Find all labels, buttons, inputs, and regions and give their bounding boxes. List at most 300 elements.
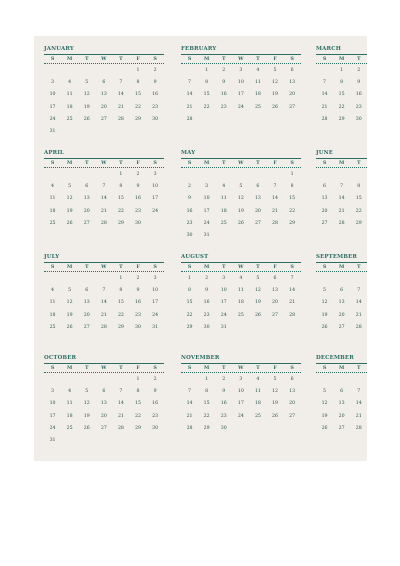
day-cell bbox=[316, 169, 333, 181]
month-november bbox=[181, 354, 305, 435]
day-cell bbox=[112, 374, 129, 386]
day-cell: 28 bbox=[100, 324, 107, 330]
weekday-header: M bbox=[66, 264, 73, 270]
day-cell: 29 bbox=[117, 220, 124, 226]
weekday-header: M bbox=[203, 365, 210, 371]
day-cell: 22 bbox=[338, 104, 345, 110]
day-cell: 6 bbox=[102, 389, 106, 395]
month-july bbox=[44, 253, 168, 334]
weekday-header: M bbox=[338, 56, 345, 62]
day-cell bbox=[284, 322, 301, 334]
day-cell: 24 bbox=[203, 220, 210, 226]
day-cell: 21 bbox=[100, 208, 107, 214]
day-cell: 22 bbox=[203, 413, 210, 419]
day-cell: 15 bbox=[338, 92, 345, 98]
day-cell: 8 bbox=[119, 184, 123, 190]
day-cell bbox=[284, 230, 301, 242]
day-cell: 13 bbox=[338, 300, 345, 306]
weekday-header: T bbox=[356, 264, 361, 270]
day-cell: 18 bbox=[49, 208, 56, 214]
day-cell: 3 bbox=[51, 389, 55, 395]
day-cell bbox=[316, 65, 333, 77]
week-row bbox=[316, 386, 371, 398]
day-cell: 21 bbox=[355, 312, 362, 318]
day-cell: 19 bbox=[321, 413, 328, 419]
day-cell: 26 bbox=[272, 413, 278, 419]
day-cell: 29 bbox=[135, 116, 141, 122]
weekday-header: S bbox=[50, 56, 55, 62]
day-cell: 22 bbox=[203, 104, 210, 110]
day-cell: 26 bbox=[237, 220, 244, 226]
day-cell: 16 bbox=[135, 196, 141, 202]
day-cell: 10 bbox=[203, 196, 210, 202]
month-name: MAY bbox=[181, 150, 196, 156]
weekday-header: S bbox=[322, 365, 327, 371]
week-row bbox=[316, 181, 371, 193]
day-cell bbox=[44, 169, 61, 181]
day-cell: 13 bbox=[100, 92, 107, 98]
day-cell: 6 bbox=[290, 377, 294, 382]
day-cell bbox=[284, 114, 301, 126]
day-cell bbox=[95, 169, 112, 181]
day-cell: 4 bbox=[51, 288, 55, 294]
day-cell: 13 bbox=[254, 196, 261, 202]
day-cell: 17 bbox=[203, 208, 210, 214]
day-cell: 25 bbox=[254, 413, 261, 419]
day-cell bbox=[181, 169, 198, 181]
weekday-header: M bbox=[66, 56, 73, 62]
day-cell: 7 bbox=[340, 184, 344, 190]
week-row bbox=[316, 193, 371, 205]
day-cell: 19 bbox=[254, 300, 261, 306]
day-cell: 11 bbox=[49, 300, 56, 306]
day-cell bbox=[249, 322, 266, 334]
day-cell bbox=[232, 423, 249, 435]
day-cell: 1 bbox=[205, 377, 209, 382]
weekday-header: T bbox=[84, 160, 89, 166]
day-cell: 5 bbox=[256, 276, 260, 281]
day-cell: 15 bbox=[186, 300, 193, 306]
day-cell: 27 bbox=[321, 220, 328, 226]
month-september bbox=[316, 253, 371, 334]
day-cell bbox=[333, 169, 350, 181]
day-cell: 8 bbox=[136, 389, 140, 395]
day-cell: 2 bbox=[222, 377, 226, 382]
day-cell: 7 bbox=[273, 184, 277, 190]
day-cell: 26 bbox=[66, 324, 73, 330]
day-cell bbox=[78, 273, 95, 285]
day-cell: 15 bbox=[117, 300, 124, 306]
day-cell bbox=[61, 374, 78, 386]
day-cell: 1 bbox=[119, 172, 123, 177]
day-cell: 12 bbox=[321, 300, 328, 306]
month-october bbox=[44, 354, 168, 447]
week-list bbox=[44, 168, 168, 230]
day-cell: 21 bbox=[117, 413, 124, 419]
day-cell: 11 bbox=[254, 80, 261, 86]
month-name: FEBRUARY bbox=[181, 46, 217, 52]
day-cell: 21 bbox=[338, 208, 345, 214]
weekday-header: T bbox=[356, 365, 361, 371]
week-row bbox=[44, 126, 168, 138]
day-cell: 23 bbox=[135, 208, 141, 214]
week-row bbox=[44, 206, 168, 218]
day-cell: 5 bbox=[323, 389, 327, 395]
month-name: JULY bbox=[44, 254, 60, 260]
day-cell: 10 bbox=[237, 389, 244, 395]
day-cell: 15 bbox=[135, 92, 141, 98]
day-cell bbox=[198, 169, 215, 181]
day-cell: 19 bbox=[272, 401, 278, 407]
day-cell bbox=[61, 126, 78, 138]
day-cell: 3 bbox=[205, 184, 209, 190]
day-cell: 26 bbox=[83, 425, 90, 431]
day-cell: 6 bbox=[340, 389, 344, 395]
day-cell: 25 bbox=[237, 312, 244, 318]
day-cell: 1 bbox=[290, 172, 294, 177]
day-cell: 20 bbox=[289, 92, 296, 98]
day-cell bbox=[44, 273, 61, 285]
day-cell: 17 bbox=[152, 300, 159, 306]
day-cell: 17 bbox=[220, 300, 227, 306]
day-cell: 7 bbox=[290, 276, 294, 281]
month-may bbox=[181, 149, 305, 242]
day-cell: 13 bbox=[272, 288, 278, 294]
week-row bbox=[44, 114, 168, 126]
day-cell: 25 bbox=[254, 104, 261, 110]
weekday-header: W bbox=[101, 365, 107, 371]
weekday-header: F bbox=[136, 56, 140, 62]
day-cell: 28 bbox=[289, 312, 296, 318]
day-cell: 18 bbox=[66, 104, 73, 110]
weekday-header: S bbox=[322, 56, 327, 62]
calendar-sheet bbox=[34, 36, 367, 461]
day-cell: 12 bbox=[272, 80, 278, 86]
day-cell: 23 bbox=[220, 104, 227, 110]
weekday-header-row bbox=[44, 364, 168, 372]
weekday-header: T bbox=[119, 160, 123, 166]
day-cell: 20 bbox=[83, 208, 90, 214]
day-cell: 30 bbox=[135, 324, 141, 330]
day-cell: 12 bbox=[66, 300, 73, 306]
day-cell: 5 bbox=[85, 389, 89, 395]
weekday-header: S bbox=[187, 160, 192, 166]
month-january bbox=[44, 45, 168, 138]
weekday-header: S bbox=[187, 56, 192, 62]
day-cell bbox=[95, 65, 112, 77]
weekday-header: T bbox=[221, 56, 226, 62]
day-cell: 29 bbox=[135, 425, 141, 431]
day-cell: 14 bbox=[321, 92, 328, 98]
week-row bbox=[316, 297, 371, 309]
week-row bbox=[44, 218, 168, 230]
day-cell bbox=[129, 435, 146, 447]
week-list bbox=[316, 64, 371, 126]
weekday-header: M bbox=[203, 264, 210, 270]
day-cell bbox=[78, 435, 95, 447]
week-row bbox=[316, 374, 371, 386]
day-cell: 30 bbox=[355, 116, 362, 122]
weekday-header: M bbox=[203, 56, 210, 62]
week-list bbox=[181, 373, 305, 435]
day-cell: 15 bbox=[203, 92, 210, 98]
day-cell: 18 bbox=[254, 401, 261, 407]
day-cell: 22 bbox=[135, 104, 141, 110]
weekday-header: F bbox=[273, 365, 277, 371]
day-cell: 1 bbox=[188, 276, 192, 281]
day-cell: 16 bbox=[203, 300, 210, 306]
day-cell: 26 bbox=[66, 220, 73, 226]
day-cell: 28 bbox=[272, 220, 278, 226]
day-cell: 16 bbox=[186, 208, 193, 214]
weekday-header: M bbox=[338, 160, 345, 166]
day-cell: 25 bbox=[49, 220, 56, 226]
day-cell: 10 bbox=[152, 288, 159, 294]
week-row bbox=[181, 206, 305, 218]
day-cell: 8 bbox=[340, 80, 344, 86]
day-cell: 11 bbox=[66, 92, 73, 98]
day-cell: 20 bbox=[83, 312, 90, 318]
week-row bbox=[181, 65, 305, 77]
week-row bbox=[44, 169, 168, 181]
day-cell bbox=[78, 169, 95, 181]
day-cell: 16 bbox=[152, 401, 159, 407]
day-cell: 21 bbox=[100, 312, 107, 318]
month-june bbox=[316, 149, 371, 230]
day-cell: 9 bbox=[188, 196, 192, 202]
week-list bbox=[44, 373, 168, 447]
day-cell: 13 bbox=[338, 401, 345, 407]
day-cell bbox=[316, 374, 333, 386]
day-cell: 25 bbox=[66, 425, 73, 431]
weekday-header: T bbox=[119, 56, 123, 62]
day-cell bbox=[198, 114, 215, 126]
day-cell: 19 bbox=[66, 208, 73, 214]
weekday-header-row bbox=[181, 364, 305, 372]
day-cell: 15 bbox=[117, 196, 124, 202]
day-cell: 10 bbox=[237, 80, 244, 86]
day-cell bbox=[44, 65, 61, 77]
day-cell: 13 bbox=[321, 196, 328, 202]
day-cell: 27 bbox=[83, 324, 90, 330]
day-cell: 5 bbox=[85, 80, 89, 86]
day-cell bbox=[284, 423, 301, 435]
week-row bbox=[181, 273, 305, 285]
weekday-header: S bbox=[290, 264, 294, 270]
week-row bbox=[316, 285, 371, 297]
weekday-header: T bbox=[84, 365, 89, 371]
day-cell: 8 bbox=[357, 184, 361, 190]
day-cell: 1 bbox=[119, 276, 123, 281]
day-cell: 25 bbox=[66, 116, 73, 122]
week-row bbox=[44, 398, 168, 410]
week-row bbox=[44, 65, 168, 77]
weekday-header: T bbox=[221, 264, 226, 270]
week-row bbox=[316, 77, 371, 89]
day-cell: 28 bbox=[338, 220, 345, 226]
day-cell: 25 bbox=[49, 324, 56, 330]
day-cell bbox=[181, 65, 198, 77]
month-name: AUGUST bbox=[181, 254, 209, 260]
day-cell: 14 bbox=[338, 196, 345, 202]
day-cell: 11 bbox=[254, 389, 261, 395]
week-row bbox=[316, 322, 371, 334]
weekday-header: W bbox=[101, 264, 107, 270]
day-cell: 19 bbox=[237, 208, 244, 214]
week-row bbox=[316, 89, 371, 101]
week-row bbox=[316, 398, 371, 410]
month-name: MARCH bbox=[316, 46, 342, 52]
day-cell: 19 bbox=[321, 312, 328, 318]
day-cell bbox=[215, 230, 232, 242]
day-cell: 30 bbox=[203, 324, 210, 330]
day-cell: 22 bbox=[355, 208, 362, 214]
week-row bbox=[181, 322, 305, 334]
month-name: DECEMBER bbox=[316, 355, 354, 361]
month-name: APRIL bbox=[44, 150, 65, 156]
day-cell: 3 bbox=[239, 68, 243, 73]
day-cell: 19 bbox=[66, 312, 73, 318]
week-row bbox=[44, 193, 168, 205]
day-cell: 28 bbox=[186, 116, 193, 122]
weekday-header: S bbox=[50, 160, 55, 166]
week-row bbox=[44, 297, 168, 309]
day-cell: 15 bbox=[203, 401, 210, 407]
day-cell: 31 bbox=[220, 324, 227, 330]
week-list bbox=[316, 373, 371, 435]
week-row bbox=[181, 230, 305, 242]
day-cell: 22 bbox=[117, 208, 124, 214]
week-row bbox=[316, 169, 371, 181]
day-cell: 13 bbox=[83, 196, 90, 202]
day-cell: 9 bbox=[222, 80, 226, 86]
day-cell bbox=[266, 169, 283, 181]
weekday-header: T bbox=[256, 264, 260, 270]
day-cell: 16 bbox=[220, 401, 227, 407]
day-cell: 15 bbox=[135, 401, 141, 407]
day-cell: 27 bbox=[289, 413, 296, 419]
day-cell bbox=[147, 126, 164, 138]
day-cell: 14 bbox=[186, 401, 193, 407]
day-cell: 26 bbox=[321, 324, 328, 330]
day-cell: 4 bbox=[68, 80, 72, 86]
day-cell: 5 bbox=[68, 184, 72, 190]
weekday-header: T bbox=[221, 365, 226, 371]
day-cell: 12 bbox=[272, 389, 278, 395]
day-cell: 24 bbox=[220, 312, 227, 318]
weekday-header: F bbox=[273, 56, 277, 62]
weekday-header: S bbox=[153, 56, 157, 62]
day-cell: 17 bbox=[237, 92, 244, 98]
day-cell: 22 bbox=[117, 312, 124, 318]
week-row bbox=[316, 218, 371, 230]
day-cell: 11 bbox=[49, 196, 56, 202]
day-cell: 16 bbox=[135, 300, 141, 306]
day-cell: 8 bbox=[119, 288, 123, 294]
month-name: OCTOBER bbox=[44, 355, 77, 361]
day-cell: 1 bbox=[340, 68, 344, 73]
weekday-header-row bbox=[316, 159, 371, 167]
day-cell: 15 bbox=[355, 196, 362, 202]
day-cell: 29 bbox=[186, 324, 193, 330]
day-cell: 30 bbox=[152, 425, 159, 431]
day-cell: 1 bbox=[136, 68, 140, 73]
weekday-header: T bbox=[119, 264, 123, 270]
month-name: SEPTEMBER bbox=[316, 254, 358, 260]
day-cell: 14 bbox=[355, 401, 362, 407]
day-cell: 28 bbox=[117, 116, 124, 122]
day-cell: 3 bbox=[153, 172, 157, 177]
weekday-header-row bbox=[316, 55, 371, 63]
day-cell: 28 bbox=[186, 425, 193, 431]
day-cell: 7 bbox=[357, 288, 361, 294]
weekday-header: S bbox=[153, 160, 157, 166]
week-row bbox=[44, 273, 168, 285]
day-cell bbox=[78, 374, 95, 386]
weekday-header-row bbox=[181, 55, 305, 63]
day-cell: 4 bbox=[239, 276, 243, 281]
day-cell: 12 bbox=[321, 401, 328, 407]
day-cell: 28 bbox=[355, 324, 362, 330]
day-cell: 31 bbox=[203, 232, 210, 238]
day-cell: 20 bbox=[321, 208, 328, 214]
month-december bbox=[316, 354, 371, 435]
day-cell: 29 bbox=[338, 116, 345, 122]
day-cell: 23 bbox=[186, 220, 193, 226]
day-cell: 29 bbox=[289, 220, 296, 226]
day-cell: 2 bbox=[136, 276, 140, 281]
day-cell: 27 bbox=[338, 324, 345, 330]
week-row bbox=[181, 218, 305, 230]
day-cell: 9 bbox=[357, 80, 361, 86]
day-cell: 19 bbox=[83, 104, 90, 110]
weekday-header-row bbox=[44, 55, 168, 63]
weekday-header: F bbox=[273, 264, 277, 270]
day-cell: 9 bbox=[136, 288, 140, 294]
day-cell: 24 bbox=[49, 425, 56, 431]
day-cell: 20 bbox=[338, 312, 345, 318]
day-cell: 9 bbox=[153, 389, 157, 395]
day-cell: 4 bbox=[256, 68, 260, 73]
day-cell: 16 bbox=[355, 92, 362, 98]
day-cell: 21 bbox=[186, 413, 193, 419]
day-cell: 8 bbox=[205, 80, 209, 86]
day-cell: 6 bbox=[102, 80, 106, 86]
day-cell: 27 bbox=[83, 220, 90, 226]
weekday-header: S bbox=[187, 264, 192, 270]
week-row bbox=[181, 285, 305, 297]
month-august bbox=[181, 253, 305, 334]
day-cell: 10 bbox=[220, 288, 227, 294]
day-cell bbox=[61, 169, 78, 181]
day-cell: 18 bbox=[220, 208, 227, 214]
day-cell: 1 bbox=[205, 68, 209, 73]
day-cell: 30 bbox=[135, 220, 141, 226]
month-name: NOVEMBER bbox=[181, 355, 220, 361]
day-cell: 12 bbox=[83, 92, 90, 98]
day-cell: 4 bbox=[68, 389, 72, 395]
day-cell: 2 bbox=[205, 276, 209, 281]
day-cell: 18 bbox=[237, 300, 244, 306]
day-cell: 28 bbox=[117, 425, 124, 431]
weekday-header-row bbox=[316, 364, 371, 372]
day-cell bbox=[249, 114, 266, 126]
day-cell bbox=[112, 435, 129, 447]
day-cell bbox=[232, 114, 249, 126]
weekday-header-row bbox=[181, 263, 305, 271]
day-cell bbox=[95, 126, 112, 138]
day-cell: 6 bbox=[85, 184, 89, 190]
